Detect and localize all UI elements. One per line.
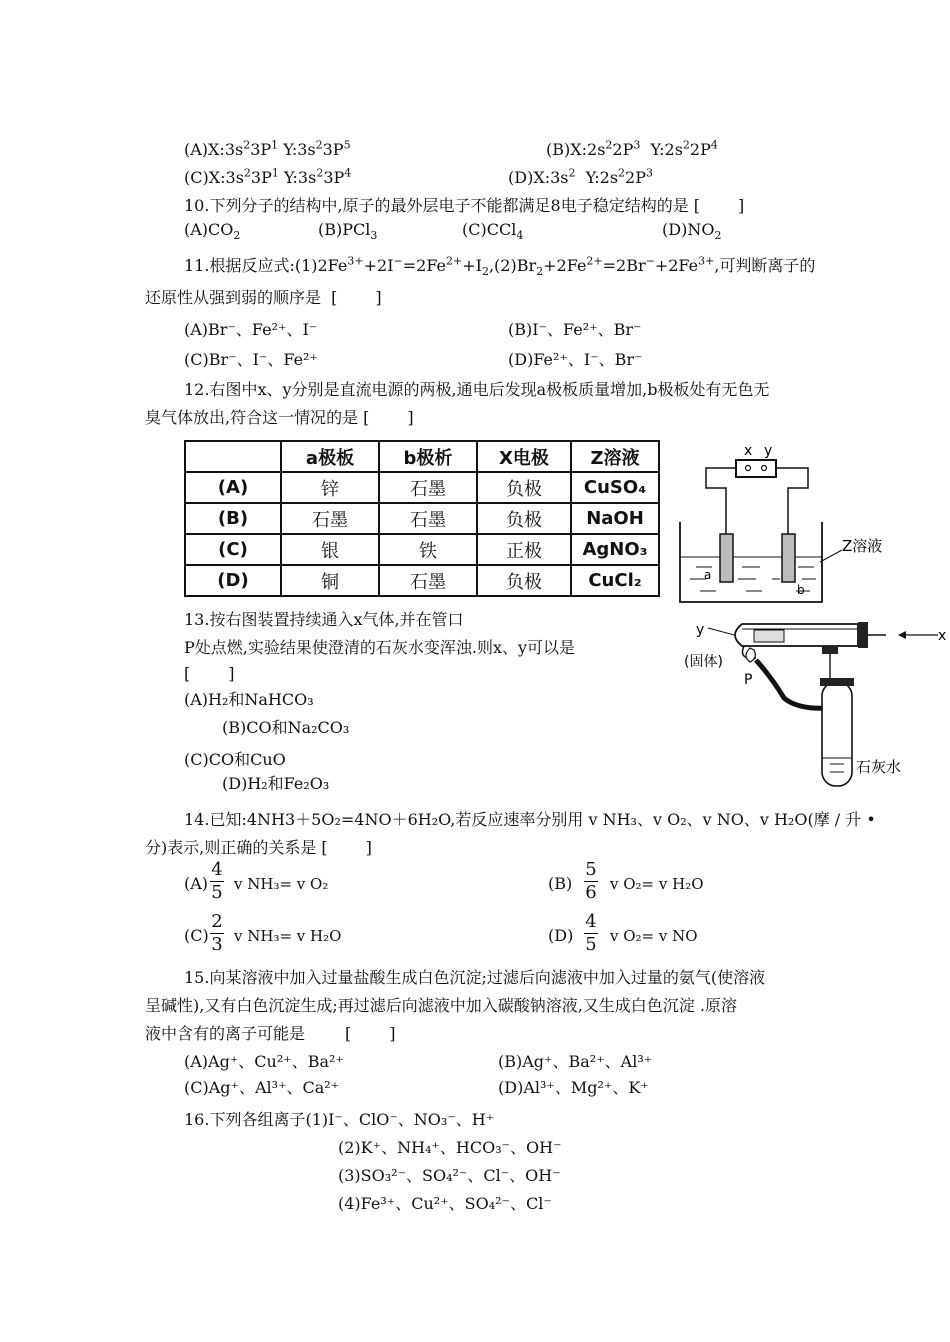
q9-a-sup4: 5	[343, 138, 351, 152]
q9-c-text4: 3P	[323, 168, 345, 187]
q15-option-c: (C)Ag⁺、Al³⁺、Ca²⁺	[184, 1078, 340, 1097]
q9-a-text4: 3P	[322, 140, 344, 159]
fig-label-z: Z溶液	[842, 537, 883, 555]
table-cell: (D)	[185, 565, 281, 596]
flame-icon	[746, 648, 755, 662]
q11-t7: +2Fe	[654, 256, 699, 275]
q13-option-b: (B)CO和Na₂CO₃	[222, 718, 350, 737]
power-source-icon	[736, 460, 776, 477]
q14-b-den: 6	[585, 882, 597, 903]
q9-b-text3: Y:2s	[640, 140, 683, 159]
q11-t8: ,可判断离子的	[714, 256, 816, 275]
table-row	[185, 472, 659, 503]
q9-d-sup3: 3	[645, 166, 653, 180]
q9-c-sup3: 2	[316, 166, 324, 180]
q9-c-text3: Y:3s	[278, 168, 317, 187]
q11-t2: =2Fe	[402, 256, 447, 275]
q16-group-4: (4)Fe³⁺、Cu²⁺、SO₄²⁻、Cl⁻	[338, 1194, 552, 1213]
q11-s4: 2+	[586, 254, 603, 268]
table-cell: 负极	[477, 503, 571, 534]
q12-l2: 臭气体放出,符合这一情况的是 [	[145, 408, 370, 427]
q15-option-a: (A)Ag⁺、Cu²⁺、Ba²⁺	[184, 1052, 344, 1071]
q10-d-sub: 2	[714, 229, 722, 243]
q9-b-text: (B)X:2s	[546, 140, 606, 159]
q13-option-c: (C)CO和CuO	[184, 750, 286, 769]
q14-option-a-fraction	[210, 860, 224, 903]
q11-t4: ,(2)Br	[488, 256, 537, 275]
q14-option-b-label: (B)	[548, 874, 573, 893]
q15-l3-close: ]	[389, 1024, 396, 1043]
table-row	[185, 565, 659, 596]
q15-stem-line2: 呈碱性),又有白色沉淀生成;再过滤后向滤液中加入碳酸钠溶液,又生成白色沉淀 .原溶	[145, 996, 737, 1015]
q13-stem-line1: 13.按右图装置持续通入x气体,并在管口	[184, 610, 464, 629]
q11-s6: 3+	[698, 254, 715, 268]
q12-l2-close: ]	[407, 408, 414, 427]
electrode-b	[782, 534, 795, 582]
q11-l2: 还原性从强到弱的顺序是 [	[145, 288, 338, 307]
q14-option-d-label: (D)	[548, 926, 574, 945]
stopper	[858, 622, 868, 648]
q9-c-text2: 3P	[250, 168, 272, 187]
q9-d-text: (D)X:3s	[508, 168, 569, 187]
q14-a-num: 4	[211, 859, 223, 880]
table-cell: 铜	[281, 565, 379, 596]
q14-l2-close: ]	[365, 838, 372, 857]
q9-option-c	[184, 168, 351, 188]
q11-u1: 2	[481, 265, 489, 279]
q14-a-den: 5	[211, 882, 223, 903]
q10-option-c	[462, 220, 524, 243]
table-row	[185, 503, 659, 534]
q9-d-text2: Y:2s	[575, 168, 619, 187]
table-header-cell: X电极	[477, 441, 571, 472]
q14-option-b-fraction	[584, 860, 598, 903]
q9-b-sup1: 2	[605, 138, 613, 152]
combustion-tube	[735, 624, 858, 646]
q9-a-text3: Y:3s	[278, 140, 316, 159]
q14-option-a-label: (A)	[184, 874, 209, 893]
q10-c-text: (C)CCl	[462, 220, 517, 239]
fig13-label-y: y	[696, 622, 705, 638]
q13-stem-line2: P处点燃,实验结果使澄清的石灰水变浑浊.则x、y可以是	[184, 638, 576, 657]
q11-t5: +2Fe	[543, 256, 587, 275]
fig13-label-x: x	[938, 628, 947, 644]
q10-stem-text: 10.下列分子的结构中,原子的最外层电子不能都满足8电子稳定结构的是 [	[184, 196, 701, 215]
q14-stem-line2	[145, 838, 372, 858]
q11-stem-line1	[184, 254, 816, 279]
q10-a-sub: 2	[233, 229, 241, 243]
q10-bracket-close: ]	[738, 196, 745, 215]
q15-l3-open: [	[345, 1024, 352, 1043]
q9-c-sup1: 2	[243, 166, 251, 180]
q16-group-2: (2)K⁺、NH₄⁺、HCO₃⁻、OH⁻	[338, 1138, 562, 1157]
q16-stem-line1: 16.下列各组离子(1)I⁻、ClO⁻、NO₃⁻、H⁺	[184, 1110, 495, 1129]
rubber-hose	[756, 660, 830, 708]
q10-stem	[184, 196, 744, 216]
q9-option-a	[184, 140, 351, 160]
fig-label-x: x	[744, 443, 753, 459]
fig-label-y: y	[764, 443, 773, 459]
table-cell: 负极	[477, 565, 571, 596]
table-cell: AgNO₃	[571, 534, 659, 565]
q9-a-sup2: 1	[271, 138, 279, 152]
q11-l2-close: ]	[375, 288, 382, 307]
q16-group-3: (3)SO₃²⁻、SO₄²⁻、Cl⁻、OH⁻	[338, 1166, 561, 1185]
table-header-cell: a极板	[281, 441, 379, 472]
q11-t3: +I	[462, 256, 482, 275]
test-tube	[822, 682, 852, 786]
q10-b-text: (B)PCl	[318, 220, 371, 239]
fig-label-b: b	[797, 583, 805, 597]
q9-b-text2: 2P	[612, 140, 634, 159]
table-cell: 石墨	[281, 503, 379, 534]
q15-option-b: (B)Ag⁺、Ba²⁺、Al³⁺	[498, 1052, 653, 1071]
q12-stem-line2	[145, 408, 414, 428]
q14-option-c-expr: v NH₃= v H₂O	[234, 927, 342, 945]
table-header-cell	[185, 441, 281, 472]
q11-s3: 2+	[446, 254, 463, 268]
q11-t0: 11.根据反应式:(1)2Fe	[184, 256, 348, 275]
q11-s2: −	[393, 254, 403, 268]
q9-a-text2: 3P	[250, 140, 272, 159]
table-cell: 铁	[379, 534, 477, 565]
q9-option-b	[546, 140, 718, 160]
table-cell: (B)	[185, 503, 281, 534]
table-header-row	[185, 441, 659, 472]
q11-stem-line2	[145, 288, 382, 308]
q9-b-sup4: 4	[710, 138, 718, 152]
q13-option-d: (D)H₂和Fe₂O₃	[222, 774, 330, 793]
q14-d-num: 4	[585, 911, 597, 932]
table-cell: 负极	[477, 472, 571, 503]
q14-c-den: 3	[211, 934, 223, 955]
table-cell: CuSO₄	[571, 472, 659, 503]
q9-c-text: (C)X:3s	[184, 168, 244, 187]
fig13-label-p: P	[744, 672, 753, 688]
q13-stem-line3	[184, 664, 235, 684]
q11-s1: 3+	[347, 254, 364, 268]
table-header-cell: b极析	[379, 441, 477, 472]
table-cell: 锌	[281, 472, 379, 503]
q10-a-text: (A)CO	[184, 220, 234, 239]
q14-option-b-expr: v O₂= v H₂O	[610, 875, 704, 893]
q14-option-a-expr: v NH₃= v O₂	[234, 875, 329, 893]
q13-l3-close: ]	[228, 664, 235, 683]
q9-b-sup3: 2	[682, 138, 690, 152]
q9-option-d	[508, 168, 653, 188]
q9-c-sup2: 1	[271, 166, 279, 180]
q14-option-c-label: (C)	[184, 926, 209, 945]
solid-sample	[754, 630, 784, 642]
q11-option-d: (D)Fe²⁺、I⁻、Br⁻	[508, 350, 643, 369]
fig-label-a: a	[704, 568, 712, 582]
table-row	[185, 534, 659, 565]
q11-option-b: (B)I⁻、Fe²⁺、Br⁻	[508, 320, 642, 339]
table-cell: (A)	[185, 472, 281, 503]
q11-option-c: (C)Br⁻、I⁻、Fe²⁺	[184, 350, 318, 369]
electrode-a	[720, 534, 733, 582]
q15-stem-line3	[145, 1024, 396, 1044]
q14-c-num: 2	[211, 911, 223, 932]
q10-option-b	[318, 220, 378, 243]
q9-d-text3: 2P	[625, 168, 646, 187]
q14-l2: 分)表示,则正确的关系是 [	[145, 838, 328, 857]
q9-a-sup3: 2	[315, 138, 323, 152]
table-cell: NaOH	[571, 503, 659, 534]
table-header-cell: Z溶液	[571, 441, 659, 472]
q10-option-a	[184, 220, 241, 243]
q11-s5: −	[645, 254, 655, 268]
table-cell: CuCl₂	[571, 565, 659, 596]
table-cell: 石墨	[379, 565, 477, 596]
q11-t1: +2I	[363, 256, 394, 275]
q14-option-d-fraction	[584, 912, 598, 955]
electrolysis-diagram	[676, 436, 930, 608]
q12-stem-line1: 12.右图中x、y分别是直流电源的两极,通电后发现a极板质量增加,b极板处有无色无	[184, 380, 770, 399]
q14-d-den: 5	[585, 934, 597, 955]
q9-b-text4: 2P	[689, 140, 711, 159]
q14-option-c-fraction	[210, 912, 224, 955]
q9-c-sup4: 4	[344, 166, 352, 180]
q10-b-sub: 3	[370, 229, 378, 243]
q9-a-sup1: 2	[243, 138, 251, 152]
q14-stem-line1: 14.已知:4NH3＋5O₂=4NO＋6H₂O,若反应速率分别用 v NH₃、v O₂、v NO、v H₂O(摩 / 升 •	[184, 810, 876, 829]
q9-d-sup1: 2	[568, 166, 576, 180]
q11-u2: 2	[536, 265, 544, 279]
table-cell: (C)	[185, 534, 281, 565]
q15-l3: 液中含有的离子可能是	[145, 1024, 306, 1043]
q13-option-a: (A)H₂和NaHCO₃	[184, 690, 314, 709]
table-cell: 银	[281, 534, 379, 565]
fig13-label-lime: 石灰水	[856, 758, 902, 776]
q13-l3: [	[184, 664, 191, 683]
q14-option-d-expr: v O₂= v NO	[610, 927, 698, 945]
q15-option-d: (D)Al³⁺、Mg²⁺、K⁺	[498, 1078, 649, 1097]
tube-apparatus-diagram	[680, 612, 948, 792]
q12-table	[184, 440, 660, 597]
q11-option-a: (A)Br⁻、Fe²⁺、I⁻	[184, 320, 318, 339]
q10-c-sub: 4	[516, 229, 524, 243]
table-cell: 石墨	[379, 503, 477, 534]
table-cell: 正极	[477, 534, 571, 565]
q11-t6: =2Br	[602, 256, 646, 275]
table-cell: 石墨	[379, 472, 477, 503]
q9-b-sup2: 3	[633, 138, 641, 152]
fig13-label-solid: (固体)	[684, 654, 723, 670]
q10-option-d	[662, 220, 722, 243]
q15-stem-line1: 15.向某溶液中加入过量盐酸生成白色沉淀;过滤后向滤液中加入过量的氨气(使溶液	[184, 968, 766, 987]
q10-d-text: (D)NO	[662, 220, 715, 239]
q14-b-num: 5	[585, 859, 597, 880]
q9-d-sup2: 2	[618, 166, 626, 180]
q9-a-text: (A)X:3s	[184, 140, 244, 159]
